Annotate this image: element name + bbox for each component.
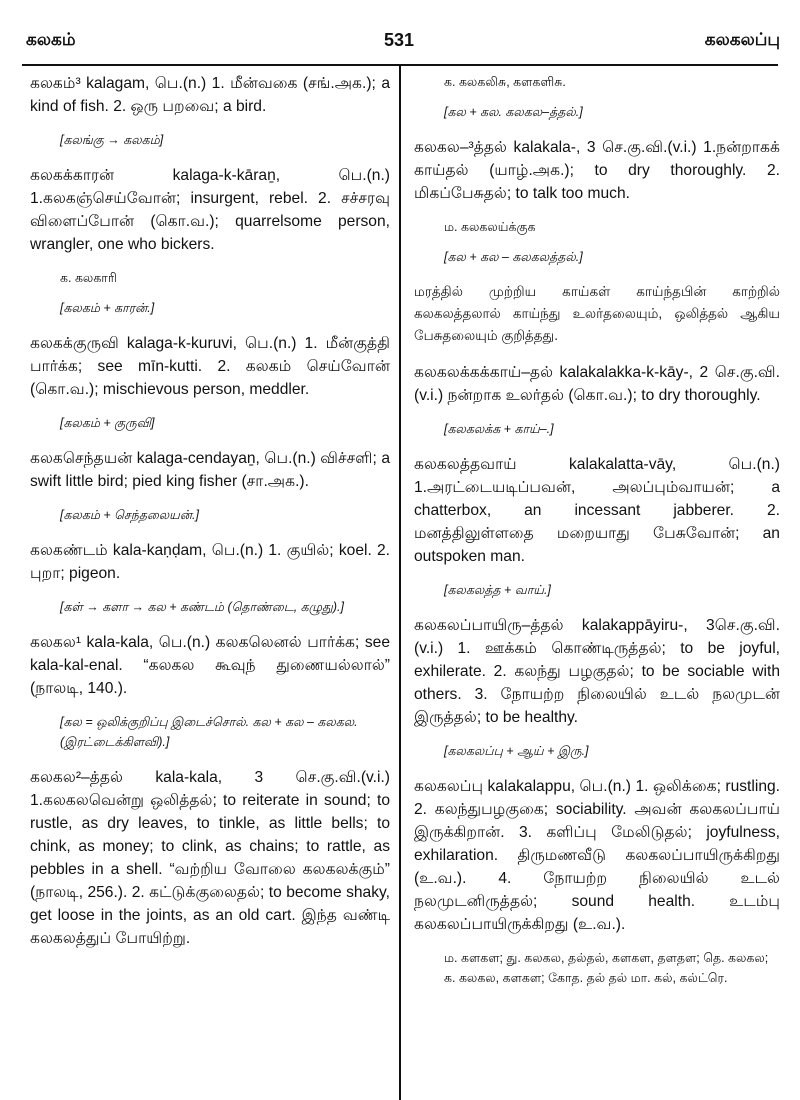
etymology: [கலகம் + காரன்.] — [60, 301, 155, 315]
etymology: [கல + கல. கலகல–த்தல்.] — [444, 105, 583, 119]
etymology: [கலகம் + குருவி] — [60, 416, 155, 430]
explanatory-note: மரத்தில் முற்றிய காய்கள் காய்ந்தபின் காற்றில் கலகலத்தலால் காய்ந்து உலர்தலையும், ஒலித்தல் ஆகிய பேசுதலையும் குறித்தது. — [414, 284, 780, 343]
entry-kalakalakkakkay: கலகலக்கக்காய்–தல் kalakalakka-k-kāy-, 2 செ.கு.வி.(v.i.) நன்றாக உலர்தல் (கொ.வ.); to dry thoroughly. — [414, 364, 780, 404]
entry-kalakalappu: கலகலப்பு kalakalappu, பெ.(n.) 1. ஒலிக்கை; rustling. 2. கலந்துபழகுகை; sociability. அவன் கலகலப்பாய் இருக்கிறான். 3. களிப்பு மேலிடுதல்; joyfulness, exhilaration. திருமணவீடு கலகலப்பாயிருக்கிறது (உ.வ.). 4. நோயற்ற நிலையில் உடல் நலமுடனிருத்தல்; sound health. உடம்பு கலகலப்பாயிருக்கிறது (உ.வ.). — [414, 778, 780, 933]
etymology: [கலகலத்த + வாய்.] — [444, 583, 551, 597]
entry-kalagam: கலகம்³ kalagam, பெ.(n.) 1. மீன்வகை (சங்.அக.); a kind of fish. 2. ஒரு பறவை; a bird. — [30, 75, 390, 115]
entry-kalagakkuruvi: கலகக்குருவி kalaga-k-kuruvi, பெ.(n.) 1. மீன்குத்தி பார்க்க; see mīn-kutti. 2. கலகம் செய்வோன் (கொ.வ.); mischievous person, meddler. — [30, 335, 390, 398]
entry-kalakalappayiru: கலகலப்பாயிரு–த்தல் kalakappāyiru-, 3செ.கு.வி. (v.i.) 1. ஊக்கம் கொண்டிருத்தல்; to be joyful, exhilerate. 2. கலந்து பழகுதல்; to be sociable with others. 3. நோயற்ற நிலையில் உடல் நலமுடன் இருத்தல்; to be healthy. — [414, 617, 780, 726]
entry-kalagacendayan: கலகசெந்தயன் kalaga-cendayaṉ, பெ.(n.) விச்சளி; a swift little bird; pied king fisher (சா.அக.). — [30, 450, 390, 490]
entry-kalakala-1: கலகல¹ kala-kala, பெ.(n.) கலகலெனல் பார்க்க; see kala-kal-enal. “கலகல கூவுந் துணையல்லால்” (நாலடி, 140.). — [30, 634, 390, 697]
entry-kalagakkaran: கலகக்காரன் kalaga-k-kāraṉ, பெ.(n.) 1.கலகஞ்செய்வோன்; insurgent, rebel. 2. சச்சரவு விளைப்போன் (கொ.வ.); quarrelsome person, wrangler, one who bickers. — [30, 167, 390, 253]
etymology: [கலகம் + செந்தலையன்.] — [60, 508, 199, 522]
left-column — [30, 72, 390, 962]
column-divider — [399, 66, 401, 1100]
entry-kalakala-2: கலகல²–த்தல் kala-kala, 3 செ.கு.வி.(v.i.) 1.கலகலவென்று ஒலித்தல்; to reiterate in sound; to rustle, as dry leaves, to tinkle, as little bells; to chink, as money; to clink, as chains; to rattle, as pebbles in a shell. “வற்றிய வோலை கலகலக்கும்” (நாலடி, 256.). 2. கட்டுக்குலைதல்; to become shaky, get loose in the joints, as an old cart. இந்த வண்டி கலகலத்துப் போயிற்று. — [30, 769, 390, 947]
running-head-right: கலகலப்பு — [704, 30, 780, 50]
cognates: ம. களகள; து. கலகல, தல்தல், களகள, தளதள; தெ. கலகல; க. கலகல, களகள; கோத. தல் தல் மா. கல், கல்ட்ரெ. — [444, 951, 769, 985]
cognates: க. கலகாரி — [60, 271, 117, 285]
etymology: [கல = ஒலிக்குறிப்பு இடைச்சொல். கல + கல – கலகல. (இரட்டைக்கிளவி).] — [60, 715, 358, 749]
right-column — [414, 72, 780, 998]
entry-kalakala-3: கலகல–³த்தல் kalakala-, 3 செ.கு.வி.(v.i.) 1.நன்றாகக் காய்தல் (யாழ்.அக.); to dry thoroughly. 2. மிகப்பேசுதல்; to talk too much. — [414, 139, 780, 202]
page-header — [0, 0, 800, 66]
cognates: க. கலகலிசு, களகளிசு. — [444, 75, 566, 89]
entry-kalakandam: கலகண்டம் kala-kaṇḍam, பெ.(n.) 1. குயில்; koel. 2. புறா; pigeon. — [30, 542, 390, 582]
page-number: 531 — [384, 30, 415, 50]
etymology: [கல + கல – கலகலத்தல்.] — [444, 250, 583, 264]
cognates: ம. கலகலய்க்குக — [444, 220, 536, 234]
entry-kalakalattavay: கலகலத்தவாய் kalakalatta-vāy, பெ.(n.) 1.அரட்டையடிப்பவன், அலப்பும்வாயன்; a chatterbox, an incessant jabberer. 2. மனத்திலுள்ளதை மறையாது பேசுவோன்; an outspoken man. — [414, 456, 780, 565]
etymology: [கள் → களா → கல + கண்டம் (தொண்டை, கழுது).] — [60, 600, 344, 614]
running-head-left: கலகம் — [26, 30, 76, 50]
etymology: [கலகலப்பு + ஆய் + இரு.] — [444, 744, 589, 758]
etymology: [கலகலக்க + காய்–.] — [444, 422, 554, 436]
etymology: [கலங்கு → கலகம்] — [60, 133, 164, 147]
